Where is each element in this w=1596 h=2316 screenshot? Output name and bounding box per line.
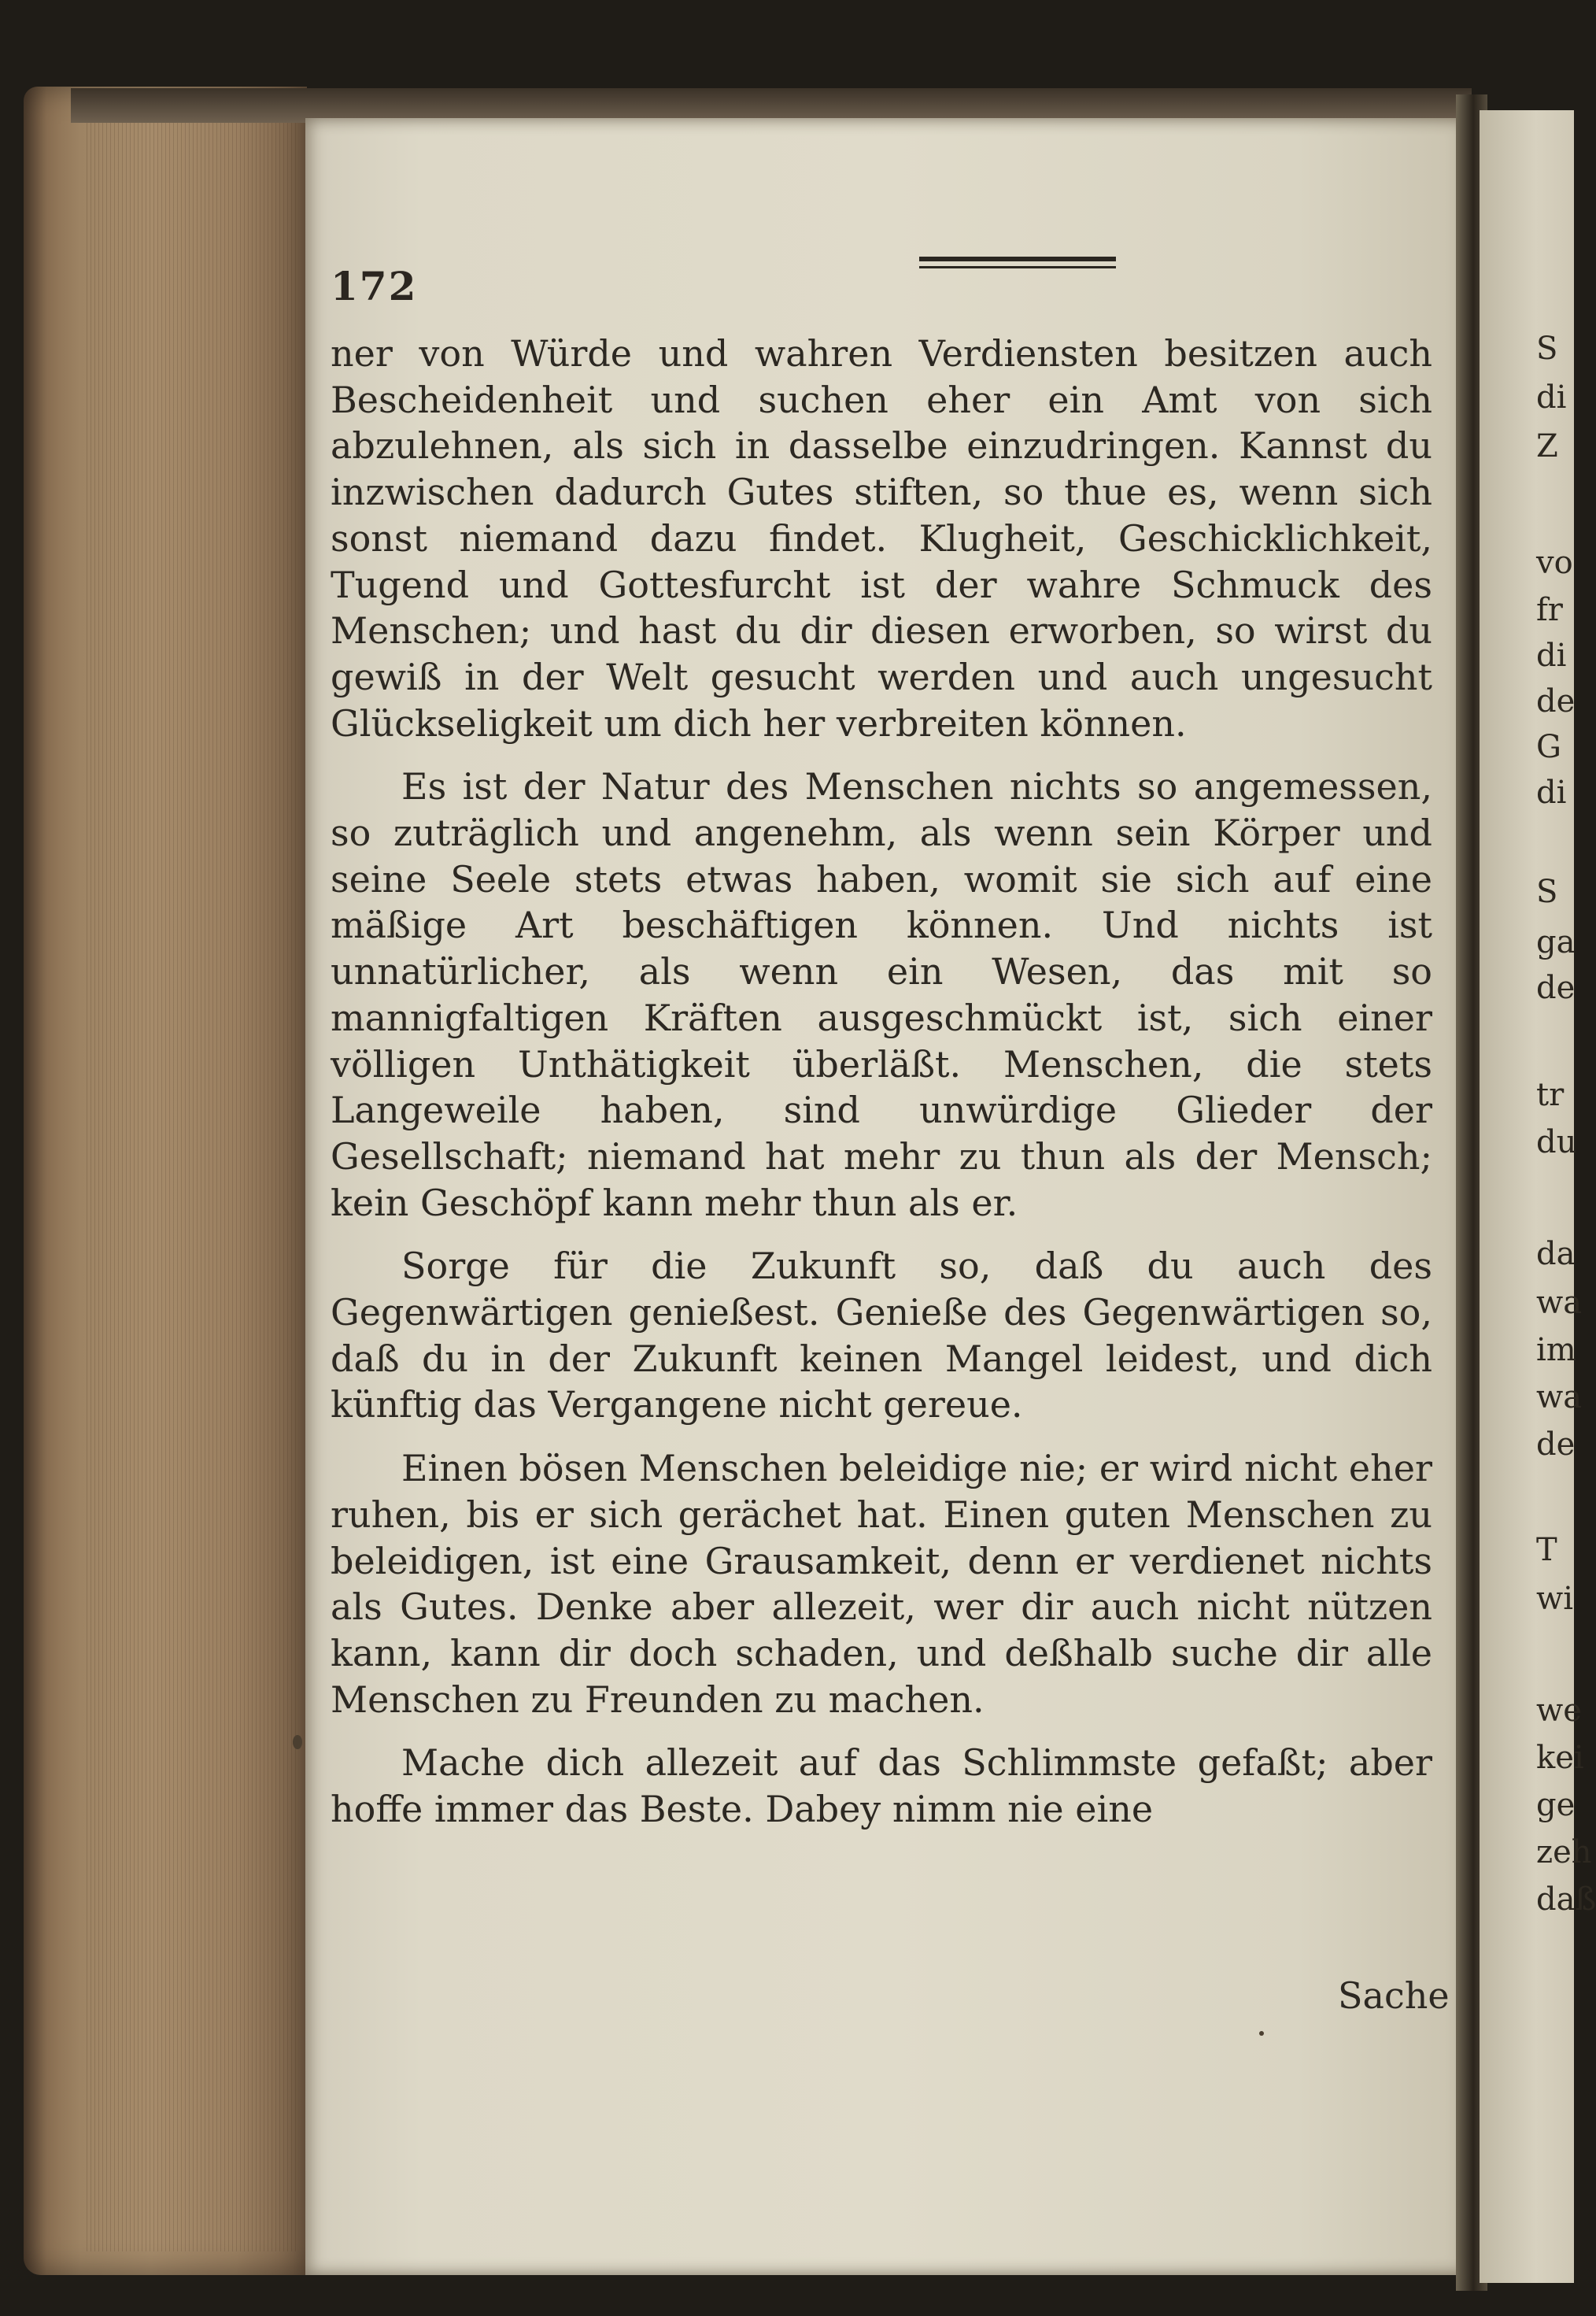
facing-page-fragment: di (1536, 379, 1567, 416)
facing-page-fragment: wa (1536, 1285, 1583, 1321)
facing-page-fragment: di (1536, 775, 1567, 811)
facing-page-fragment: S (1536, 331, 1558, 367)
paragraph: Einen bösen Menschen beleidige nie; er wird nicht eher ruhen, bis er sich gerächet hat. Einen guten Menschen zu beleidigen, ist eine Grausamkeit, denn er verdienet nichts als Gutes. Denke aber allezeit, wer dir auch nicht nützen kann, kann dir doch schaden, und deßhalb suche dir alle Menschen zu Freunden zu machen. (331, 1447, 1432, 1721)
facing-page-fragment: tr (1536, 1077, 1565, 1113)
paper-blemish (1259, 2031, 1264, 2036)
facing-page-fragment: di (1536, 638, 1567, 674)
page-body-text (331, 331, 1432, 1833)
facing-page-fragment: T (1536, 1532, 1557, 1568)
facing-page-fragment: S (1536, 874, 1558, 910)
facing-page-fragment: wa (1536, 1379, 1583, 1415)
facing-page-fragment: kei (1536, 1740, 1584, 1776)
facing-page-fragment: ga (1536, 924, 1576, 960)
facing-page-fragment: G (1536, 729, 1561, 765)
facing-page-fragment: fr (1536, 592, 1563, 628)
facing-page-fragment: im (1536, 1332, 1576, 1368)
header-rule-top (919, 257, 1116, 261)
facing-page-fragment: de (1536, 1426, 1576, 1463)
paragraph: Mache dich allezeit auf das Schlimmste gefaßt; aber hoffe immer das Beste. Dabey nimm nie eine (331, 1741, 1432, 1831)
paragraph: Sorge für die Zukunft so, daß du auch des Gegenwärtigen genießest. Genieße des Gegenwärtigen so, daß du in der Zukunft keinen Mangel leidest, und dich künftig das Vergangene nicht gereue. (331, 1245, 1432, 1426)
catchword: Sache (1338, 1974, 1450, 2017)
facing-page-fragment: vo (1536, 545, 1573, 581)
facing-page-fragment: zeh (1536, 1834, 1592, 1870)
facing-page-fragment: daß (1536, 1881, 1596, 1918)
facing-page-fragment: de (1536, 970, 1576, 1006)
facing-page-fragment: wi (1536, 1581, 1574, 1617)
paragraph: Es ist der Natur des Menschen nichts so angemessen, so zuträglich und angenehm, als wenn sein Körper und seine Seele stets etwas haben, womit sie sich auf eine mäßige Art beschäftigen können. Und nichts ist unnatürlicher, als wenn ein Wesen, das mit so mannigfaltigen Kräften ausgeschmückt ist, sich einer völligen Unthätigkeit überläßt. Menschen, die stets Langeweile haben, sind unwürdige Glieder der Gesellschaft; niemand hat mehr zu thun als der Mensch; kein Geschöpf kann mehr thun als er. (331, 765, 1432, 1224)
paper-blemish (293, 1735, 302, 1749)
facing-page-fragment: we (1536, 1693, 1582, 1729)
page-edge-texture (87, 110, 299, 2251)
facing-page-fragment: du (1536, 1124, 1577, 1160)
facing-page-fragment: da (1536, 1236, 1576, 1272)
facing-page-fragment: de (1536, 683, 1576, 720)
facing-page (1480, 110, 1577, 2283)
facing-page-fragment: Z (1536, 428, 1558, 464)
paragraph: ner von Würde und wahren Verdiensten besitzen auch Bescheidenheit und suchen eher ein Amt von sich abzulehnen, als sich in dasselbe einzudringen. Kannst du inzwischen dadurch Gutes stiften, so thue es, wenn sich sonst niemand dazu findet. Klugheit, Geschicklichkeit, Tugend und Gottesfurcht ist der wahre Schmuck des Menschen; und hast du dir diesen erworben, so wirst du gewiß in der Welt gesucht werden und auch ungesucht Glückseligkeit um dich her verbreiten können. (331, 332, 1432, 745)
header-rule-bottom (919, 266, 1116, 268)
facing-page-fragment: ge (1536, 1787, 1576, 1823)
page-number: 172 (331, 263, 418, 309)
